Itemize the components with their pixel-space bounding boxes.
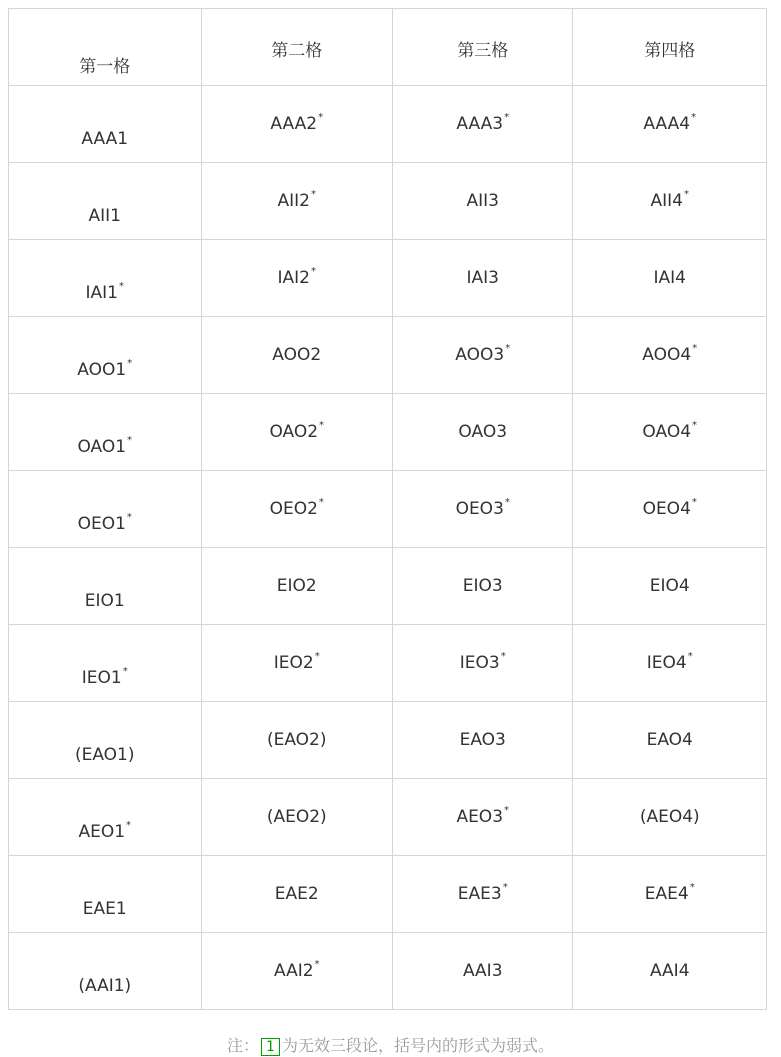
syllogism-form: AAA3 bbox=[456, 114, 504, 134]
syllogism-form: AOO4 bbox=[642, 345, 692, 365]
syllogism-form: AAA1 bbox=[81, 129, 129, 149]
invalid-star: * bbox=[118, 281, 124, 293]
table-cell bbox=[9, 86, 202, 163]
cell-content bbox=[202, 114, 393, 134]
cell-content bbox=[202, 961, 393, 981]
table-row bbox=[9, 625, 767, 702]
cell-content bbox=[9, 899, 201, 919]
cell-content bbox=[9, 206, 201, 226]
cell-content bbox=[393, 961, 572, 981]
syllogism-form: AEO1 bbox=[78, 822, 126, 842]
table-cell bbox=[201, 471, 393, 548]
syllogism-form: AII4 bbox=[650, 191, 683, 211]
cell-content bbox=[9, 822, 201, 842]
syllogism-form: (AAI1) bbox=[78, 976, 132, 996]
syllogism-form: EAE2 bbox=[274, 884, 319, 904]
table-cell bbox=[573, 625, 767, 702]
table-cell bbox=[393, 933, 573, 1010]
cell-content bbox=[393, 114, 572, 134]
cell-content bbox=[9, 745, 201, 765]
table-cell bbox=[201, 240, 393, 317]
table-cell bbox=[573, 240, 767, 317]
syllogism-form: IAI3 bbox=[466, 268, 499, 288]
cell-content bbox=[9, 360, 201, 380]
table-cell bbox=[393, 471, 573, 548]
syllogism-form: IAI4 bbox=[653, 268, 686, 288]
syllogism-form: OEO3 bbox=[455, 499, 504, 519]
header-cell-figure-2: 第二格 bbox=[201, 9, 393, 86]
cell-content bbox=[573, 499, 766, 519]
table-header-row bbox=[9, 9, 767, 86]
syllogism-form: EIO3 bbox=[462, 576, 503, 596]
table-row bbox=[9, 163, 767, 240]
syllogism-form: OAO1 bbox=[77, 437, 127, 457]
cell-content bbox=[9, 976, 201, 996]
syllogism-form: OEO1 bbox=[77, 514, 126, 534]
syllogism-form: IEO1 bbox=[81, 668, 122, 688]
table-cell bbox=[393, 779, 573, 856]
table-cell bbox=[393, 86, 573, 163]
cell-content bbox=[9, 668, 201, 688]
syllogism-form: IEO2 bbox=[273, 653, 314, 673]
header-cell-figure-1: 第一格 bbox=[9, 9, 202, 86]
table-row bbox=[9, 240, 767, 317]
cell-content bbox=[202, 653, 393, 673]
cell-content bbox=[573, 730, 766, 750]
syllogism-form: AAI3 bbox=[462, 961, 503, 981]
syllogism-form: IEO4 bbox=[646, 653, 687, 673]
cell-content bbox=[202, 807, 393, 827]
cell-content bbox=[573, 576, 766, 596]
table-cell bbox=[201, 317, 393, 394]
table-cell bbox=[201, 625, 393, 702]
table-cell bbox=[573, 856, 767, 933]
invalid-star: * bbox=[126, 512, 132, 524]
cell-content bbox=[393, 884, 572, 904]
syllogism-form: EAO4 bbox=[646, 730, 693, 750]
header-cell-figure-4: 第四格 bbox=[573, 9, 767, 86]
cell-content bbox=[202, 730, 393, 750]
syllogism-form: AII3 bbox=[466, 191, 499, 211]
invalid-star: * bbox=[122, 666, 128, 678]
cell-content bbox=[393, 653, 572, 673]
syllogism-form: EAE1 bbox=[82, 899, 127, 919]
footnote-text: 为无效三段论，括号内的形式为弱式。 bbox=[281, 1036, 554, 1055]
syllogism-form: AAA2 bbox=[270, 114, 318, 134]
cell-content bbox=[9, 437, 201, 457]
cell-content bbox=[393, 576, 572, 596]
invalid-star: * bbox=[314, 651, 320, 663]
syllogism-form: EAE3 bbox=[457, 884, 502, 904]
syllogism-form: AOO1 bbox=[77, 360, 127, 380]
syllogism-form: IAI1 bbox=[85, 283, 118, 303]
cell-content bbox=[573, 114, 766, 134]
syllogism-form: IAI2 bbox=[277, 268, 310, 288]
table-cell bbox=[9, 240, 202, 317]
invalid-star: * bbox=[692, 343, 698, 355]
syllogism-form: OAO2 bbox=[269, 422, 319, 442]
syllogism-form: OAO3 bbox=[458, 422, 508, 442]
cell-content bbox=[9, 129, 201, 149]
header-cell-figure-3: 第三格 bbox=[393, 9, 573, 86]
cell-content bbox=[393, 499, 572, 519]
invalid-star: * bbox=[692, 420, 698, 432]
cell-content bbox=[202, 576, 393, 596]
syllogism-form: AAA4 bbox=[643, 114, 691, 134]
footnote bbox=[0, 1033, 781, 1056]
cell-content bbox=[573, 345, 766, 365]
syllogism-form: AOO2 bbox=[272, 345, 322, 365]
syllogism-form: AAI2 bbox=[273, 961, 314, 981]
syllogism-form: IEO3 bbox=[459, 653, 500, 673]
table-cell bbox=[201, 856, 393, 933]
invalid-star: * bbox=[687, 651, 693, 663]
table-cell bbox=[573, 163, 767, 240]
invalid-star: * bbox=[310, 189, 316, 201]
table-row bbox=[9, 702, 767, 779]
cell-content bbox=[573, 268, 766, 288]
syllogism-form: EIO4 bbox=[649, 576, 690, 596]
cell-content bbox=[393, 807, 572, 827]
table-cell bbox=[201, 702, 393, 779]
invalid-star: * bbox=[126, 820, 132, 832]
table-cell bbox=[9, 394, 202, 471]
syllogism-form: OAO4 bbox=[642, 422, 692, 442]
table-cell bbox=[573, 702, 767, 779]
cell-content bbox=[573, 422, 766, 442]
table-cell bbox=[9, 856, 202, 933]
table-cell bbox=[393, 625, 573, 702]
invalid-star: * bbox=[127, 435, 133, 447]
table-row bbox=[9, 548, 767, 625]
table-row bbox=[9, 471, 767, 548]
table-row bbox=[9, 317, 767, 394]
invalid-star: * bbox=[310, 266, 316, 278]
table-cell bbox=[201, 86, 393, 163]
table-cell bbox=[393, 240, 573, 317]
table-row bbox=[9, 779, 767, 856]
table-cell bbox=[573, 548, 767, 625]
table-cell bbox=[9, 163, 202, 240]
table-cell bbox=[393, 702, 573, 779]
table-body bbox=[9, 86, 767, 1010]
invalid-star: * bbox=[318, 497, 324, 509]
cell-content bbox=[9, 591, 201, 611]
cell-content bbox=[573, 807, 766, 827]
table-cell bbox=[573, 394, 767, 471]
cell-content bbox=[202, 268, 393, 288]
invalid-star: * bbox=[505, 343, 511, 355]
table-row bbox=[9, 86, 767, 163]
table-row bbox=[9, 856, 767, 933]
syllogism-form: OEO4 bbox=[642, 499, 691, 519]
cell-content bbox=[202, 422, 393, 442]
table-cell bbox=[573, 779, 767, 856]
table-cell bbox=[9, 317, 202, 394]
syllogism-form: AAI4 bbox=[649, 961, 690, 981]
table-cell bbox=[393, 548, 573, 625]
invalid-star: * bbox=[504, 112, 510, 124]
invalid-star: * bbox=[319, 420, 325, 432]
cell-content bbox=[9, 514, 201, 534]
footnote-prefix: 注： bbox=[227, 1036, 260, 1055]
invalid-star: * bbox=[504, 497, 510, 509]
syllogism-form: AII2 bbox=[277, 191, 310, 211]
cell-content bbox=[573, 653, 766, 673]
table-cell bbox=[393, 394, 573, 471]
syllogism-form: (EAO1) bbox=[74, 745, 135, 765]
table-cell bbox=[9, 779, 202, 856]
table-cell bbox=[573, 317, 767, 394]
table-cell bbox=[393, 163, 573, 240]
cell-content bbox=[393, 268, 572, 288]
cell-content bbox=[393, 345, 572, 365]
cell-content bbox=[9, 283, 201, 303]
cell-content bbox=[573, 961, 766, 981]
table-cell bbox=[201, 933, 393, 1010]
invalid-star: * bbox=[500, 651, 506, 663]
table-cell bbox=[573, 933, 767, 1010]
invalid-star: * bbox=[691, 112, 697, 124]
syllogism-form: EIO1 bbox=[84, 591, 125, 611]
table-cell bbox=[573, 471, 767, 548]
invalid-star: * bbox=[683, 189, 689, 201]
syllogism-form: AEO3 bbox=[456, 807, 504, 827]
syllogism-form: EAE4 bbox=[644, 884, 689, 904]
table-cell bbox=[9, 625, 202, 702]
table-cell bbox=[9, 471, 202, 548]
table-row bbox=[9, 394, 767, 471]
syllogism-form: (AEO4) bbox=[639, 807, 700, 827]
syllogism-form: AII1 bbox=[88, 206, 121, 226]
invalid-star: * bbox=[689, 882, 695, 894]
table-cell bbox=[393, 856, 573, 933]
syllogism-form: AOO3 bbox=[455, 345, 505, 365]
table-cell bbox=[9, 933, 202, 1010]
cell-content bbox=[202, 499, 393, 519]
cell-content bbox=[393, 422, 572, 442]
cell-content bbox=[573, 884, 766, 904]
invalid-star: * bbox=[691, 497, 697, 509]
syllogism-form: OEO2 bbox=[269, 499, 318, 519]
invalid-star: * bbox=[504, 805, 510, 817]
invalid-star: * bbox=[127, 358, 133, 370]
cell-content bbox=[202, 345, 393, 365]
table-cell bbox=[201, 394, 393, 471]
syllogism-form: (EAO2) bbox=[266, 730, 327, 750]
cell-content bbox=[393, 730, 572, 750]
invalid-star: * bbox=[318, 112, 324, 124]
table-cell bbox=[9, 702, 202, 779]
table-cell bbox=[393, 317, 573, 394]
invalid-star: * bbox=[314, 959, 320, 971]
table-row bbox=[9, 933, 767, 1010]
cell-content bbox=[573, 191, 766, 211]
table-cell bbox=[201, 548, 393, 625]
invalid-marker-badge: 1 bbox=[261, 1038, 280, 1056]
table-cell bbox=[201, 163, 393, 240]
table-cell bbox=[573, 86, 767, 163]
syllogism-form: (AEO2) bbox=[266, 807, 327, 827]
cell-content bbox=[202, 191, 393, 211]
syllogism-form: EIO2 bbox=[276, 576, 317, 596]
cell-content bbox=[393, 191, 572, 211]
table-cell bbox=[201, 779, 393, 856]
syllogism-table bbox=[8, 8, 767, 1010]
cell-content bbox=[202, 884, 393, 904]
table-cell bbox=[9, 548, 202, 625]
invalid-star: * bbox=[502, 882, 508, 894]
syllogism-form: EAO3 bbox=[459, 730, 506, 750]
